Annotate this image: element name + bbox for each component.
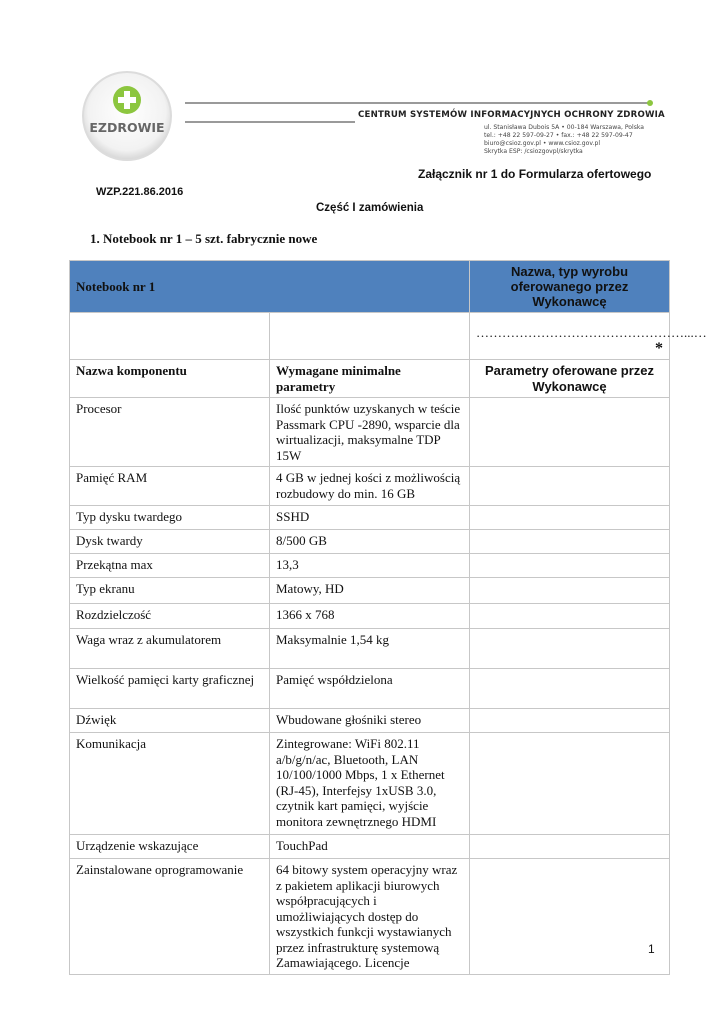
table-row bbox=[70, 506, 670, 530]
col-header-required: Wymagane minimalne parametry bbox=[270, 360, 470, 398]
reference-number: WZP.221.86.2016 bbox=[96, 186, 184, 198]
table-row bbox=[70, 669, 670, 709]
required-param: Zintegrowane: WiFi 802.11 a/b/g/n/ac, Bluetooth, LAN 10/100/1000 Mbps, 1 x Ethernet (RJ-45), Interfejsy 1xUSB 3.0, czytnik kart pamięci, wyjście monitora zewnętrznego HDMI bbox=[270, 733, 470, 835]
offered-param bbox=[470, 578, 670, 604]
header-rule-lower bbox=[185, 118, 355, 126]
table-row bbox=[70, 578, 670, 604]
component-name: Komunikacja bbox=[70, 733, 270, 835]
table-row bbox=[70, 604, 670, 629]
component-name: Pamięć RAM bbox=[70, 467, 270, 506]
offer-entry-cell bbox=[470, 313, 707, 360]
required-param: 64 bitowy system operacyjny wraz z pakietem aplikacji biurowych współpracujących i umożliwiających dostęp do wszystkich funkcji wystawianych przez infrastrukturę systemową Zamawiającego. Licencje bbox=[270, 859, 470, 975]
component-name: Wielkość pamięci karty graficznej bbox=[70, 669, 270, 709]
component-name: Urządzenie wskazujące bbox=[70, 835, 270, 859]
required-param: 8/500 GB bbox=[270, 530, 470, 554]
col-header-component: Nazwa komponentu bbox=[70, 360, 270, 398]
dotted-line: …………………………………………...… bbox=[476, 325, 707, 340]
offered-param bbox=[470, 506, 670, 530]
offered-param bbox=[470, 398, 670, 467]
component-name: Typ ekranu bbox=[70, 578, 270, 604]
address-line: biuro@csioz.gov.pl • www.csioz.gov.pl bbox=[484, 140, 601, 147]
org-name: CENTRUM SYSTEMÓW INFORMACYJNYCH OCHRONY ZDROWIA bbox=[358, 110, 665, 120]
required-param: Maksymalnie 1,54 kg bbox=[270, 629, 470, 669]
asterisk: * bbox=[655, 339, 663, 357]
header-rule bbox=[185, 100, 653, 106]
offered-param bbox=[470, 835, 670, 859]
table-title-row bbox=[70, 261, 670, 313]
offered-param bbox=[470, 554, 670, 578]
offered-param bbox=[470, 733, 670, 835]
offered-param bbox=[470, 629, 670, 669]
offered-param bbox=[470, 709, 670, 733]
table-row bbox=[70, 530, 670, 554]
component-name: Zainstalowane oprogramowanie bbox=[70, 859, 270, 975]
required-param: 4 GB w jednej kości z możliwością rozbudowy do min. 16 GB bbox=[270, 467, 470, 506]
address-line: Skrytka ESP: /csiozgovpl/skrytka bbox=[484, 148, 583, 155]
annex-title: Załącznik nr 1 do Formularza ofertowego bbox=[418, 167, 652, 181]
offered-param bbox=[470, 467, 670, 506]
part-title: Część I zamówienia bbox=[316, 202, 424, 214]
required-param: TouchPad bbox=[270, 835, 470, 859]
address-line: ul. Stanisława Dubois 5A • 00-184 Warszawa, Polska bbox=[484, 124, 645, 131]
table-row bbox=[70, 467, 670, 506]
component-name: Rozdzielczość bbox=[70, 604, 270, 629]
required-param: SSHD bbox=[270, 506, 470, 530]
table-row bbox=[70, 835, 670, 859]
offered-param bbox=[470, 859, 670, 975]
component-name: Dysk twardy bbox=[70, 530, 270, 554]
component-name: Waga wraz z akumulatorem bbox=[70, 629, 270, 669]
offer-entry-row bbox=[70, 313, 670, 360]
section-heading: 1. Notebook nr 1 – 5 szt. fabrycznie nowe bbox=[90, 231, 318, 246]
required-param: Wbudowane głośniki stereo bbox=[270, 709, 470, 733]
required-param: Ilość punktów uzyskanych w teście Passmark CPU -2890, wsparcie dla wirtualizacji, maksymalne TDP 15W bbox=[270, 398, 470, 467]
offered-param bbox=[470, 604, 670, 629]
table-row bbox=[70, 859, 670, 975]
empty-cell bbox=[70, 313, 270, 360]
table-row bbox=[70, 709, 670, 733]
empty-cell bbox=[270, 313, 470, 360]
component-name: Przekątna max bbox=[70, 554, 270, 578]
required-param: 13,3 bbox=[270, 554, 470, 578]
component-name: Procesor bbox=[70, 398, 270, 467]
required-param: 1366 x 768 bbox=[270, 604, 470, 629]
col-header-offered: Parametry oferowane przez Wykonawcę bbox=[470, 360, 670, 398]
table-title: Notebook nr 1 bbox=[70, 261, 470, 313]
table-row bbox=[70, 733, 670, 835]
ezdrowie-logo bbox=[72, 70, 192, 162]
offered-param bbox=[470, 669, 670, 709]
spec-table bbox=[69, 260, 707, 975]
required-param: Matowy, HD bbox=[270, 578, 470, 604]
table-row bbox=[70, 398, 670, 467]
column-header-row bbox=[70, 360, 670, 398]
page-number: 1 bbox=[648, 942, 655, 956]
offered-param bbox=[470, 530, 670, 554]
component-name: Typ dysku twardego bbox=[70, 506, 270, 530]
component-name: Dźwięk bbox=[70, 709, 270, 733]
required-param: Pamięć współdzielona bbox=[270, 669, 470, 709]
table-row bbox=[70, 554, 670, 578]
address-line: tel.: +48 22 597-09-27 • fax.: +48 22 597-09-47 bbox=[484, 132, 633, 139]
table-row bbox=[70, 629, 670, 669]
offered-product-header: Nazwa, typ wyrobu oferowanego przez Wykonawcę bbox=[470, 261, 670, 313]
logo-text: EZDROWIE bbox=[89, 120, 165, 135]
